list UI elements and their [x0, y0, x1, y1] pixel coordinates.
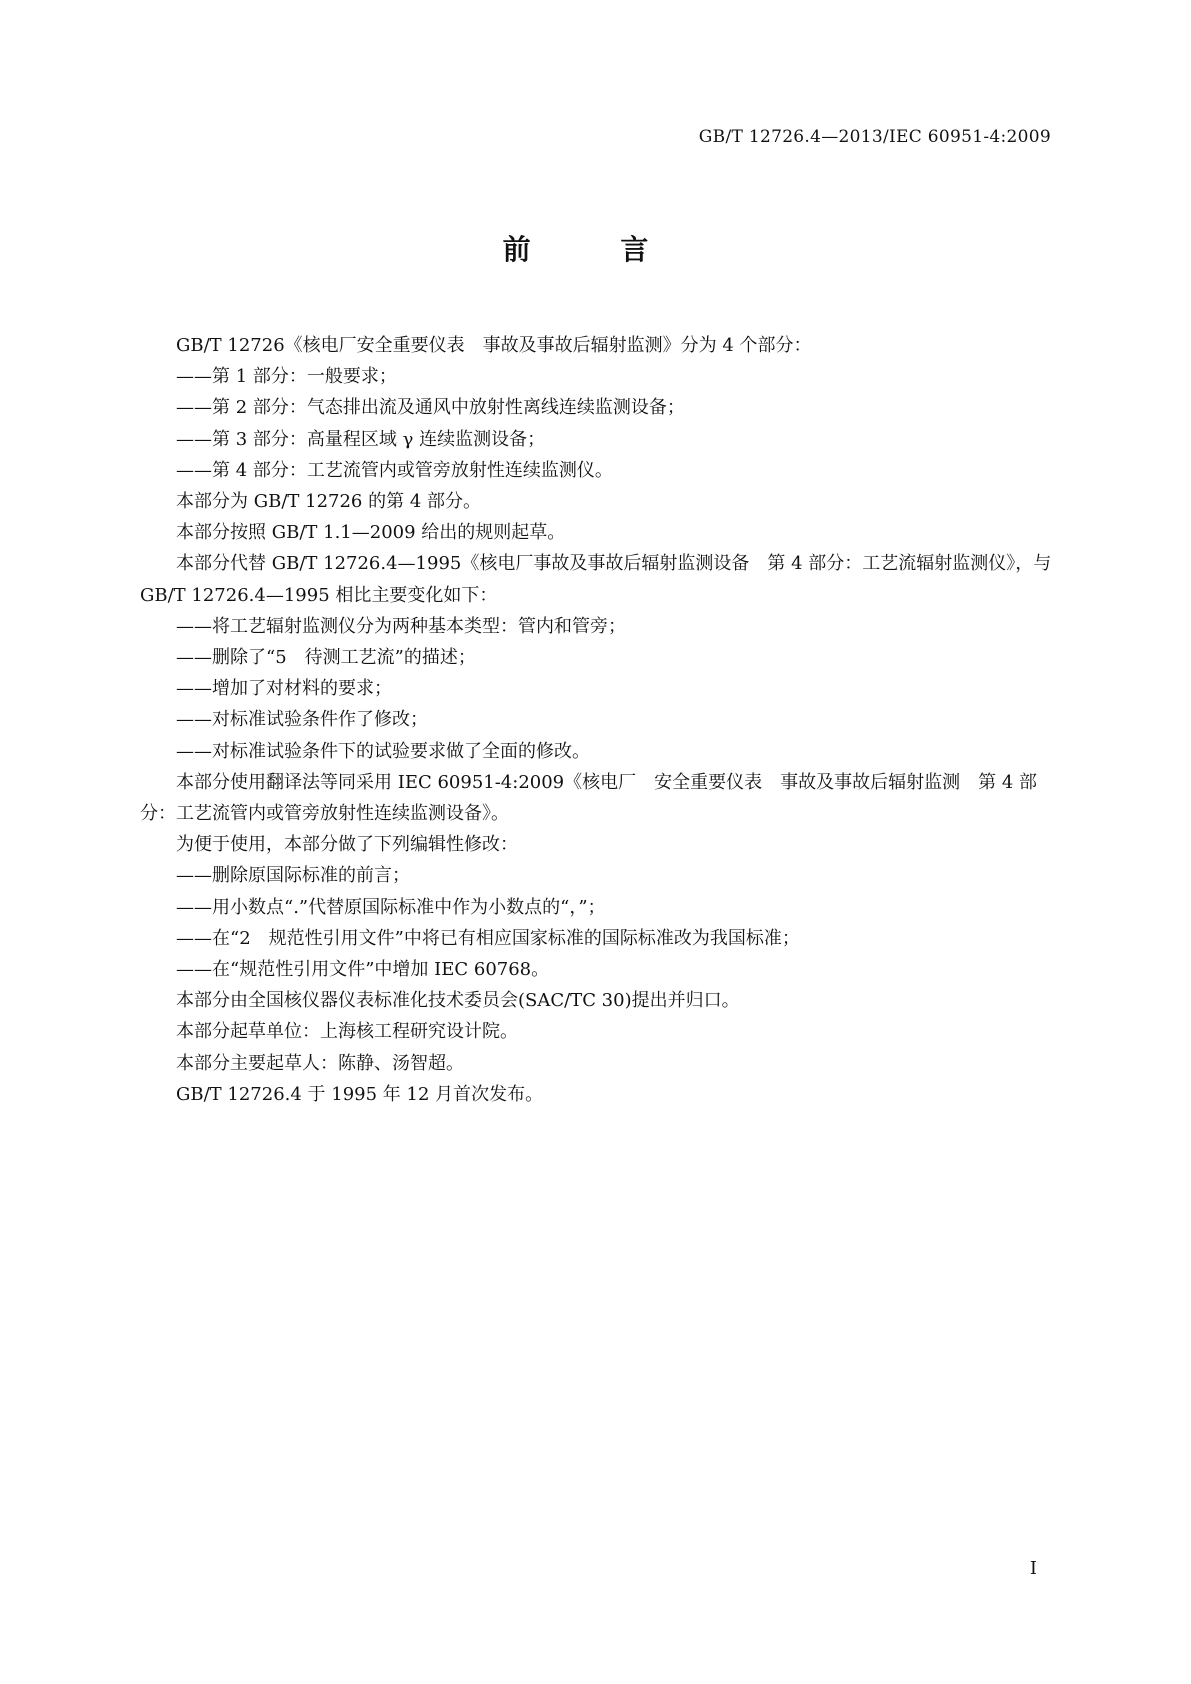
list-item: ——将工艺辐射监测仪分为两种基本类型：管内和管旁； — [176, 615, 626, 637]
paragraph: 本部分由全国核仪器仪表标准化技术委员会(SAC/TC 30)提出并归口。 — [176, 990, 740, 1012]
list-item: ——第 1 部分：一般要求； — [176, 366, 397, 388]
paragraph: 本部分主要起草人：陈静、汤智超。 — [176, 1052, 464, 1074]
list-item: ——对标准试验条件下的试验要求做了全面的修改。 — [176, 740, 590, 762]
paragraph: 本部分代替 GB/T 12726.4—1995《核电厂事故及事故后辐射监测设备 第 4 部分：工艺流辐射监测仪》，与 GB/T 12726.4—1995 相比主要变化如下： — [140, 553, 1052, 606]
paragraph: 本部分使用翻译法等同采用 IEC 60951-4:2009《核电厂 安全重要仪表 事故及事故后辐射监测 第 4 部分：工艺流管内或管旁放射性连续监测设备》。 — [140, 771, 1038, 825]
page-title: 前 言 — [502, 233, 689, 266]
paragraph: 为便于使用，本部分做了下列编辑性修改： — [176, 834, 518, 856]
list-item: ——对标准试验条件作了修改； — [176, 709, 428, 731]
paragraph: GB/T 12726.4 于 1995 年 12 月首次发布。 — [176, 1083, 544, 1105]
paragraph: 本部分为 GB/T 12726 的第 4 部分。 — [176, 491, 481, 513]
list-item: ——第 4 部分：工艺流管内或管旁放射性连续监测仪。 — [176, 459, 613, 481]
list-item: ——第 2 部分：气态排出流及通风中放射性离线连续监测设备； — [176, 397, 685, 419]
list-item: ——第 3 部分：高量程区域 γ 连续监测设备； — [176, 428, 546, 450]
list-item: ——删除了“5 待测工艺流”的描述； — [176, 647, 476, 669]
list-item: ——用小数点“.”代替原国际标准中作为小数点的“，”； — [176, 896, 606, 918]
list-item: ——增加了对材料的要求； — [176, 678, 392, 700]
paragraph: 本部分按照 GB/T 1.1—2009 给出的规则起草。 — [176, 522, 566, 544]
foreword-body — [140, 330, 1053, 1110]
page-number: I — [1029, 1558, 1037, 1579]
list-item: ——在“2 规范性引用文件”中将已有相应国家标准的国际标准改为我国标准； — [176, 927, 800, 949]
paragraph: 本部分起草单位：上海核工程研究设计院。 — [176, 1021, 518, 1043]
standard-number: GB/T 12726.4—2013/IEC 60951-4:2009 — [698, 127, 1051, 147]
list-item: ——删除原国际标准的前言； — [176, 865, 410, 887]
list-item: ——在“规范性引用文件”中增加 IEC 60768。 — [176, 959, 550, 981]
paragraph: GB/T 12726《核电厂安全重要仪表 事故及事故后辐射监测》分为 4 个部分： — [176, 335, 812, 356]
